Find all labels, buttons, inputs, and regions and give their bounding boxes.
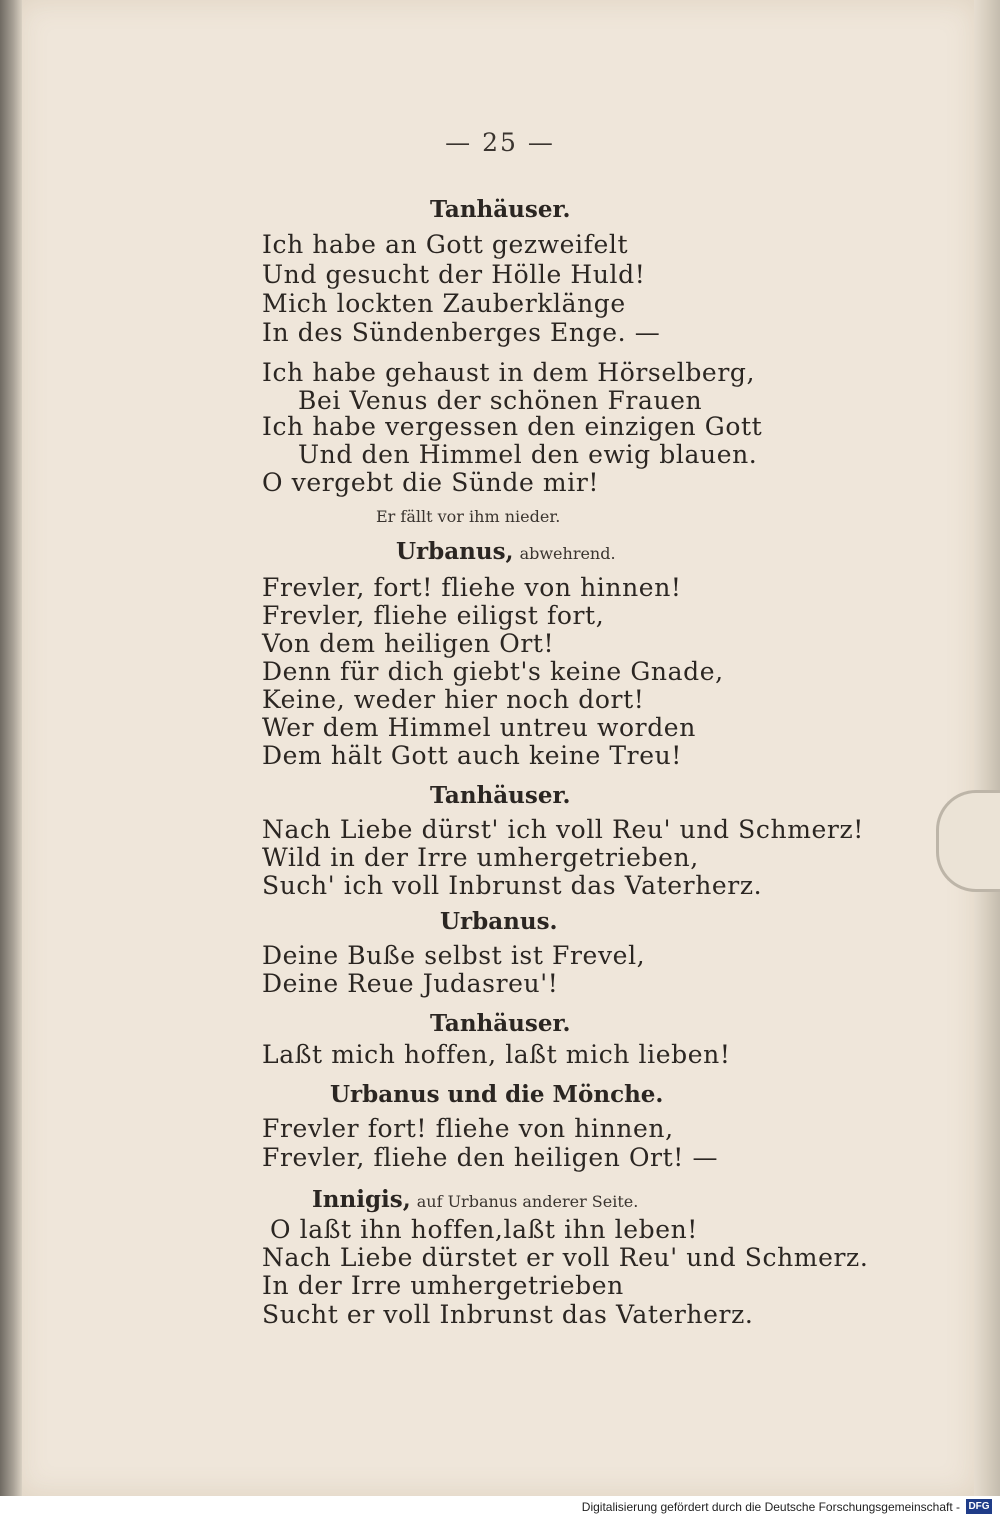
verse-line: Laßt mich hoffen, laßt mich lieben!: [262, 1040, 731, 1069]
speaker-heading: Urbanus und die Mönche.: [330, 1081, 664, 1108]
verse-line: Bei Venus der schönen Frauen: [298, 386, 703, 415]
thumb-tab: [936, 790, 1000, 892]
speaker-heading: [396, 538, 616, 568]
verse-line: Such' ich voll Inbrunst das Vaterherz.: [262, 871, 763, 900]
verse-line: Nach Liebe dürst' ich voll Reu' und Schmerz!: [262, 815, 864, 844]
page-edge-right: [974, 0, 1000, 1496]
verse-line: O laßt ihn hoffen,laßt ihn leben!: [270, 1215, 698, 1244]
verse-line: O vergebt die Sünde mir!: [262, 468, 600, 497]
verse-line: Keine, weder hier noch dort!: [262, 685, 645, 714]
speaker-heading: Tanhäuser.: [430, 782, 571, 809]
verse-line: Frevler, fort! fliehe von hinnen!: [262, 573, 682, 602]
verse-line: Frevler fort! fliehe von hinnen,: [262, 1114, 674, 1143]
verse-line: Von dem heiligen Ort!: [262, 629, 555, 658]
verse-line: Frevler, fliehe den heiligen Ort! —: [262, 1143, 719, 1172]
speaker-heading: [312, 1186, 638, 1216]
verse-line: Sucht er voll Inbrunst das Vaterherz.: [262, 1300, 754, 1329]
verse-line: Denn für dich giebt's keine Gnade,: [262, 657, 724, 686]
dfg-logo: DFG: [966, 1499, 992, 1514]
verse-line: In des Sündenberges Enge. —: [262, 318, 661, 347]
speaker-name: Urbanus,: [396, 538, 514, 565]
verse-line: Frevler, fliehe eiligst fort,: [262, 601, 605, 630]
speaker-heading: Tanhäuser.: [430, 1010, 571, 1037]
verse-line: Nach Liebe dürstet er voll Reu' und Schmerz.: [262, 1243, 869, 1272]
verse-line: Und gesucht der Hölle Huld!: [262, 260, 646, 289]
footer-bar: [0, 1496, 1000, 1518]
stage-direction: Er fällt vor ihm nieder.: [376, 507, 561, 526]
verse-line: Deine Reue Judasreu'!: [262, 969, 559, 998]
page-number: — 25 —: [445, 128, 555, 157]
verse-line: Und den Himmel den ewig blauen.: [298, 440, 758, 469]
verse-line: Wer dem Himmel untreu worden: [262, 713, 696, 742]
verse-line: In der Irre umhergetrieben: [262, 1271, 624, 1300]
verse-line: Ich habe vergessen den einzigen Gott: [262, 412, 763, 441]
verse-line: Ich habe gehaust in dem Hörselberg,: [262, 358, 756, 387]
funding-notice: Digitalisierung gefördert durch die Deutsche Forschungsgemeinschaft -: [581, 1500, 960, 1514]
verse-line: Ich habe an Gott gezweifelt: [262, 230, 629, 259]
book-spine-edge: [0, 0, 22, 1496]
verse-line: Dem hält Gott auch keine Treu!: [262, 741, 682, 770]
speaker-heading: Urbanus.: [440, 908, 558, 935]
stage-direction: abwehrend.: [519, 544, 616, 563]
verse-line: Mich lockten Zauberklänge: [262, 289, 626, 318]
verse-line: Deine Buße selbst ist Frevel,: [262, 941, 646, 970]
verse-line: Wild in der Irre umhergetrieben,: [262, 843, 699, 872]
stage-direction: auf Urbanus anderer Seite.: [416, 1192, 639, 1211]
speaker-name: Innigis,: [312, 1186, 411, 1213]
speaker-heading: Tanhäuser.: [430, 196, 571, 223]
